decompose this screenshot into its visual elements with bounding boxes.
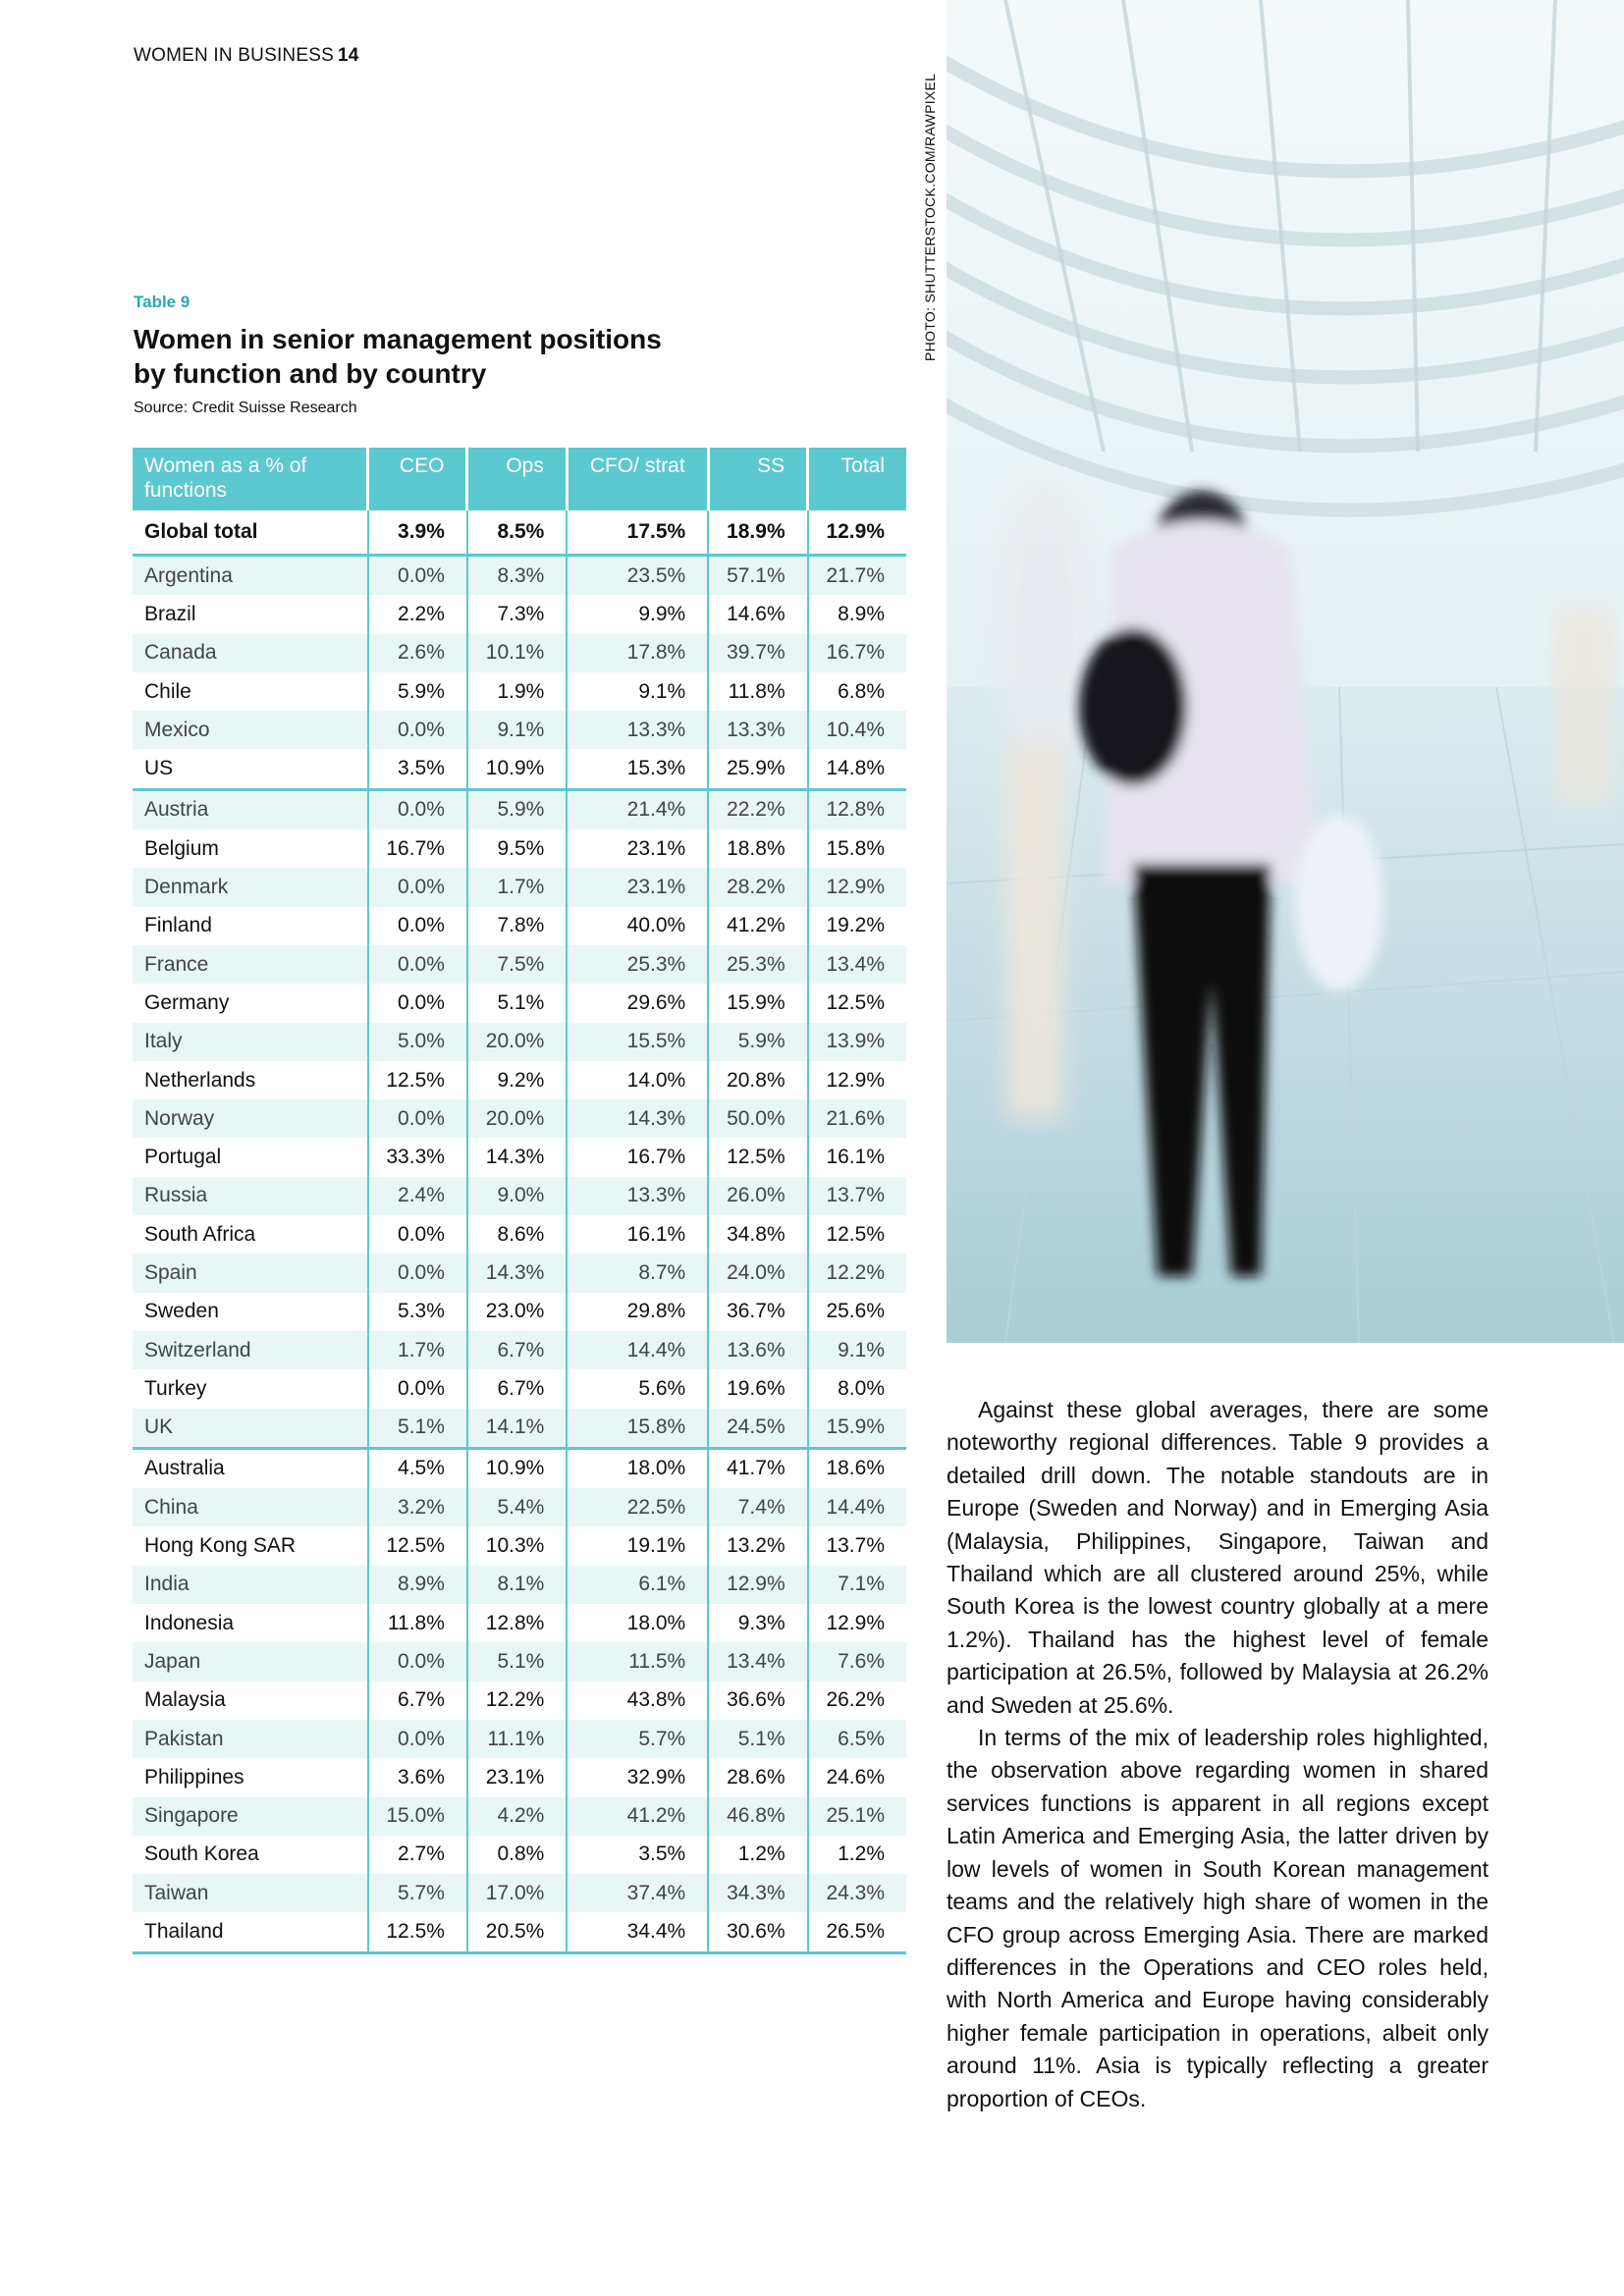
table-header-row — [133, 448, 906, 510]
header-cell: CEO — [368, 448, 467, 510]
table-cell: 16.7% — [567, 1138, 708, 1176]
table-cell: 12.5% — [808, 1215, 906, 1254]
table-cell: 16.7% — [368, 829, 467, 868]
table-row — [133, 1254, 906, 1292]
table-cell: 32.9% — [567, 1758, 708, 1796]
table-cell: 5.1% — [708, 1720, 807, 1758]
table-cell: 22.5% — [567, 1488, 708, 1526]
table-cell: 8.3% — [467, 556, 567, 596]
table-cell: 17.0% — [467, 1874, 567, 1912]
table-cell: 0.0% — [368, 1369, 467, 1408]
table-cell: 12.8% — [467, 1604, 567, 1642]
table-row — [133, 945, 906, 984]
table-cell: 9.9% — [567, 595, 708, 633]
page-number: 14 — [337, 45, 359, 66]
table-cell: 26.0% — [708, 1177, 807, 1215]
table-cell: 8.7% — [567, 1254, 708, 1292]
table-cell: 10.9% — [467, 1448, 567, 1488]
table-cell: US — [133, 749, 368, 789]
table-cell: 5.6% — [567, 1369, 708, 1408]
table-cell: 3.9% — [368, 510, 467, 556]
table-row — [133, 556, 906, 596]
table-cell: 18.9% — [708, 510, 807, 556]
table-cell: Portugal — [133, 1138, 368, 1176]
table-row — [133, 907, 906, 945]
table-cell: 12.5% — [368, 1526, 467, 1565]
table-cell: 11.8% — [368, 1604, 467, 1642]
table-cell: 21.6% — [808, 1099, 906, 1138]
table-cell: 5.9% — [368, 672, 467, 711]
table-cell: 16.1% — [567, 1215, 708, 1254]
table-cell: 13.2% — [708, 1526, 807, 1565]
table-row — [133, 672, 906, 711]
table-cell: Indonesia — [133, 1604, 368, 1642]
table-cell: 15.8% — [808, 829, 906, 868]
table-cell: 23.5% — [567, 556, 708, 596]
table-cell: 41.7% — [708, 1448, 807, 1488]
table-cell: 23.0% — [467, 1293, 567, 1331]
table-row — [133, 1023, 906, 1061]
table-cell: 12.9% — [808, 868, 906, 906]
table-cell: 9.1% — [467, 711, 567, 749]
table-cell: 13.6% — [708, 1331, 807, 1369]
table-row — [133, 1331, 906, 1369]
table-cell: 2.6% — [368, 634, 467, 672]
table-row — [133, 1526, 906, 1565]
table-cell: Sweden — [133, 1293, 368, 1331]
table-cell: 9.5% — [467, 829, 567, 868]
table-cell: 30.6% — [708, 1912, 807, 1952]
table-cell: 5.9% — [708, 1023, 807, 1061]
table-cell: 20.8% — [708, 1061, 807, 1099]
table-cell: 21.4% — [567, 789, 708, 829]
table-cell: Australia — [133, 1448, 368, 1488]
table-cell: 11.1% — [467, 1720, 567, 1758]
body-text — [947, 1394, 1489, 2115]
table-cell: 14.3% — [467, 1138, 567, 1176]
table-cell: 13.9% — [808, 1023, 906, 1061]
table-cell: 0.0% — [368, 868, 467, 906]
body-paragraph: Against these global averages, there are some noteworthy regional differences. Table 9 provides a detailed drill down. The notable standouts are in Europe (Sweden and Norway) and in Emerging Asia (Malaysia, Philippines, Singapore, Taiwan and Thailand which are all clustered around 25%, while South Korea is the lowest country globally at a mere 1.2%). Thailand has the highest level of female participation at 26.5%, followed by Malaysia at 26.2% and Sweden at 25.6%. — [947, 1397, 1489, 1718]
table-cell: UK — [133, 1409, 368, 1449]
table-cell: 37.4% — [567, 1874, 708, 1912]
data-table — [133, 448, 906, 1954]
table-cell: 2.7% — [368, 1836, 467, 1874]
table-cell: 25.6% — [808, 1293, 906, 1331]
table-row — [133, 1912, 906, 1952]
table-cell: 13.4% — [708, 1642, 807, 1681]
table-cell: 12.9% — [808, 510, 906, 556]
table-cell: 12.8% — [808, 789, 906, 829]
table-cell: 0.0% — [368, 984, 467, 1022]
table-cell: Germany — [133, 984, 368, 1022]
table-cell: Japan — [133, 1642, 368, 1681]
table-cell: 19.6% — [708, 1369, 807, 1408]
table-cell: 41.2% — [708, 907, 807, 945]
table-cell: 13.3% — [567, 1177, 708, 1215]
table-cell: 0.0% — [368, 945, 467, 984]
table-cell: 12.2% — [467, 1682, 567, 1720]
table-cell: 0.0% — [368, 1099, 467, 1138]
table-row — [133, 1138, 906, 1176]
table-cell: 11.5% — [567, 1642, 708, 1681]
page-header — [134, 45, 359, 67]
table-cell: 0.0% — [368, 1720, 467, 1758]
table-cell: 7.5% — [467, 945, 567, 984]
table-cell: 6.1% — [567, 1566, 708, 1604]
table-cell: 12.5% — [368, 1912, 467, 1952]
table-cell: 13.3% — [708, 711, 807, 749]
table-cell: 19.1% — [567, 1526, 708, 1565]
table-cell: South Korea — [133, 1836, 368, 1874]
table-cell: 41.2% — [567, 1797, 708, 1836]
table-cell: 23.1% — [467, 1758, 567, 1796]
table-cell: 25.3% — [567, 945, 708, 984]
table-cell: 1.2% — [808, 1836, 906, 1874]
table-cell: Argentina — [133, 556, 368, 596]
table-cell: Netherlands — [133, 1061, 368, 1099]
table-cell: 12.5% — [808, 984, 906, 1022]
table-cell: 26.2% — [808, 1682, 906, 1720]
table-row — [133, 711, 906, 749]
table-cell: 24.0% — [708, 1254, 807, 1292]
table-cell: 25.9% — [708, 749, 807, 789]
table-row — [133, 1642, 906, 1681]
table-cell: 7.8% — [467, 907, 567, 945]
table-cell: 8.9% — [368, 1566, 467, 1604]
table-cell: 34.8% — [708, 1215, 807, 1254]
table-row — [133, 1177, 906, 1215]
header-cell: Ops — [467, 448, 567, 510]
table-row — [133, 1797, 906, 1836]
office-photo-illustration — [947, 0, 1624, 1343]
table-cell: 3.5% — [567, 1836, 708, 1874]
table-cell: 12.9% — [808, 1061, 906, 1099]
table-cell: 25.1% — [808, 1797, 906, 1836]
table-cell: 14.4% — [808, 1488, 906, 1526]
table-cell: 15.0% — [368, 1797, 467, 1836]
table-cell: 20.0% — [467, 1023, 567, 1061]
table-cell: 46.8% — [708, 1797, 807, 1836]
table-cell: 33.3% — [368, 1138, 467, 1176]
table-cell: 9.3% — [708, 1604, 807, 1642]
table-cell: 0.0% — [368, 1642, 467, 1681]
table-cell: 5.9% — [467, 789, 567, 829]
table-cell: 25.3% — [708, 945, 807, 984]
table-cell: 5.7% — [567, 1720, 708, 1758]
table-cell: 3.6% — [368, 1758, 467, 1796]
table-cell: 2.4% — [368, 1177, 467, 1215]
table-cell: Chile — [133, 672, 368, 711]
table-source: Source: Credit Suisse Research — [134, 400, 357, 416]
table-cell: 7.1% — [808, 1566, 906, 1604]
table-cell: 10.1% — [467, 634, 567, 672]
table-row — [133, 1836, 906, 1874]
table-row — [133, 1409, 906, 1449]
table-row — [133, 1874, 906, 1912]
table-title: Women in senior management positions by function and by country — [134, 324, 662, 389]
table-cell: 29.6% — [567, 984, 708, 1022]
table-row — [133, 1215, 906, 1254]
table-cell: Finland — [133, 907, 368, 945]
table-cell: 36.6% — [708, 1682, 807, 1720]
table-cell: 36.7% — [708, 1293, 807, 1331]
table-cell: 18.0% — [567, 1448, 708, 1488]
table-cell: 4.5% — [368, 1448, 467, 1488]
table-cell: 8.0% — [808, 1369, 906, 1408]
table-cell: Denmark — [133, 868, 368, 906]
header-cell: CFO/ strat — [567, 448, 708, 510]
table-cell: 1.7% — [368, 1331, 467, 1369]
table-cell: 18.6% — [808, 1448, 906, 1488]
table-cell: 14.3% — [567, 1099, 708, 1138]
table-cell: 6.8% — [808, 672, 906, 711]
table-row — [133, 1099, 906, 1138]
table-cell: 3.5% — [368, 749, 467, 789]
table-cell: 29.8% — [567, 1293, 708, 1331]
table-row — [133, 1604, 906, 1642]
table-label: Table 9 — [134, 293, 190, 311]
table-cell: 28.2% — [708, 868, 807, 906]
table-cell: 22.2% — [708, 789, 807, 829]
header-cell: Total — [808, 448, 906, 510]
table-cell: 23.1% — [567, 829, 708, 868]
table-cell: Taiwan — [133, 1874, 368, 1912]
table-cell: 12.5% — [708, 1138, 807, 1176]
table-cell: 21.7% — [808, 556, 906, 596]
table-cell: 0.0% — [368, 1215, 467, 1254]
table-cell: 14.4% — [567, 1331, 708, 1369]
table-cell: 16.7% — [808, 634, 906, 672]
table-row — [133, 1720, 906, 1758]
table-cell: India — [133, 1566, 368, 1604]
header-cell: SS — [708, 448, 807, 510]
table-cell: 28.6% — [708, 1758, 807, 1796]
table-cell: 5.4% — [467, 1488, 567, 1526]
table-cell: 14.0% — [567, 1061, 708, 1099]
table-cell: 15.8% — [567, 1409, 708, 1449]
table-row — [133, 1448, 906, 1488]
table-cell: 12.5% — [368, 1061, 467, 1099]
table-cell: 12.9% — [808, 1604, 906, 1642]
table-cell: 14.1% — [467, 1409, 567, 1449]
table-cell: 12.2% — [808, 1254, 906, 1292]
table-cell: 13.7% — [808, 1526, 906, 1565]
table-cell: Italy — [133, 1023, 368, 1061]
table-cell: Belgium — [133, 829, 368, 868]
table-cell: 18.0% — [567, 1604, 708, 1642]
table-cell: Switzerland — [133, 1331, 368, 1369]
table-cell: 14.6% — [708, 595, 807, 633]
table-row — [133, 1682, 906, 1720]
table-cell: 39.7% — [708, 634, 807, 672]
table-cell: Norway — [133, 1099, 368, 1138]
table-cell: 13.3% — [567, 711, 708, 749]
table-cell: France — [133, 945, 368, 984]
table-cell: 5.1% — [467, 1642, 567, 1681]
table-cell: 9.2% — [467, 1061, 567, 1099]
table-cell: 15.5% — [567, 1023, 708, 1061]
table-cell: Russia — [133, 1177, 368, 1215]
table-cell: 1.9% — [467, 672, 567, 711]
table-cell: 34.3% — [708, 1874, 807, 1912]
table-cell: 20.0% — [467, 1099, 567, 1138]
table-cell: 5.1% — [467, 984, 567, 1022]
table-row — [133, 634, 906, 672]
table-row — [133, 1758, 906, 1796]
table-cell: 15.9% — [708, 984, 807, 1022]
table-cell: Brazil — [133, 595, 368, 633]
table-row — [133, 595, 906, 633]
table-cell: 7.4% — [708, 1488, 807, 1526]
table-cell: Canada — [133, 634, 368, 672]
table-cell: 3.2% — [368, 1488, 467, 1526]
table-cell: 43.8% — [567, 1682, 708, 1720]
table-cell: Hong Kong SAR — [133, 1526, 368, 1565]
table-cell: 11.8% — [708, 672, 807, 711]
table-cell: 16.1% — [808, 1138, 906, 1176]
table-cell: 34.4% — [567, 1912, 708, 1952]
global-total-row — [133, 510, 906, 556]
photo-credit-text: PHOTO: SHUTTERSTOCK.COM/RAWPIXEL — [922, 73, 938, 361]
table-row — [133, 829, 906, 868]
table-cell: 12.9% — [708, 1566, 807, 1604]
table-cell: 23.1% — [567, 868, 708, 906]
table-cell: Pakistan — [133, 1720, 368, 1758]
table-row — [133, 1566, 906, 1604]
table-cell: Austria — [133, 789, 368, 829]
header-cell: Women as a % of functions — [133, 448, 368, 510]
table-cell: 13.4% — [808, 945, 906, 984]
table-cell: 5.1% — [368, 1409, 467, 1449]
table-cell: 8.5% — [467, 510, 567, 556]
table-cell: 7.6% — [808, 1642, 906, 1681]
table-cell: 14.8% — [808, 749, 906, 789]
table-cell: 9.1% — [808, 1331, 906, 1369]
table-cell: 6.7% — [368, 1682, 467, 1720]
table-cell: 0.0% — [368, 711, 467, 749]
table-cell: 18.8% — [708, 829, 807, 868]
table-cell: 26.5% — [808, 1912, 906, 1952]
table-cell: 15.3% — [567, 749, 708, 789]
table-cell: 1.7% — [467, 868, 567, 906]
table-row — [133, 1369, 906, 1408]
table-cell: 24.3% — [808, 1874, 906, 1912]
table-cell: 2.2% — [368, 595, 467, 633]
table-cell: 57.1% — [708, 556, 807, 596]
table-cell: Thailand — [133, 1912, 368, 1952]
table-cell: Philippines — [133, 1758, 368, 1796]
table-cell: 5.7% — [368, 1874, 467, 1912]
table-cell: South Africa — [133, 1215, 368, 1254]
table-cell: Singapore — [133, 1797, 368, 1836]
table-cell: 0.0% — [368, 789, 467, 829]
table-cell: 6.7% — [467, 1369, 567, 1408]
table-cell: 9.0% — [467, 1177, 567, 1215]
table-cell: 5.0% — [368, 1023, 467, 1061]
table-cell: 10.9% — [467, 749, 567, 789]
table-cell: 50.0% — [708, 1099, 807, 1138]
table-cell: 5.3% — [368, 1293, 467, 1331]
table-cell: 0.0% — [368, 907, 467, 945]
table-cell: 10.4% — [808, 711, 906, 749]
table-cell: China — [133, 1488, 368, 1526]
table-cell: 1.2% — [708, 1836, 807, 1874]
table-cell: 0.8% — [467, 1836, 567, 1874]
table-cell: 7.3% — [467, 595, 567, 633]
table-cell: 10.3% — [467, 1526, 567, 1565]
section-title: WOMEN IN BUSINESS — [134, 45, 334, 66]
table-cell: 40.0% — [567, 907, 708, 945]
table-cell: 15.9% — [808, 1409, 906, 1449]
table-row — [133, 868, 906, 906]
table-row — [133, 789, 906, 829]
table-row — [133, 1293, 906, 1331]
table-cell: 17.8% — [567, 634, 708, 672]
table-row — [133, 984, 906, 1022]
office-photo — [947, 0, 1624, 1343]
table-cell: Malaysia — [133, 1682, 368, 1720]
table-cell: 8.1% — [467, 1566, 567, 1604]
table-cell: 24.5% — [708, 1409, 807, 1449]
table-cell: Mexico — [133, 711, 368, 749]
table-cell: 6.5% — [808, 1720, 906, 1758]
table-cell: 4.2% — [467, 1797, 567, 1836]
body-paragraph: In terms of the mix of leadership roles highlighted, the observation above regarding women in shared services functions is apparent in all regions except Latin America and Emerging Asia, the latter driven by low levels of women in South Korean management teams and the relatively high share of women in the CFO group across Emerging Asia. There are marked differences in the Operations and CEO roles held, with North America and Europe having considerably higher female participation in operations, albeit only around 11%. Asia is typically reflecting a greater proportion of CEOs. — [947, 1725, 1489, 2111]
table-cell: 9.1% — [567, 672, 708, 711]
table-cell: 6.7% — [467, 1331, 567, 1369]
table-row — [133, 1488, 906, 1526]
table-cell: 17.5% — [567, 510, 708, 556]
table-cell: 14.3% — [467, 1254, 567, 1292]
table-cell: 8.6% — [467, 1215, 567, 1254]
table-cell: Turkey — [133, 1369, 368, 1408]
table-cell: Spain — [133, 1254, 368, 1292]
table-cell: 8.9% — [808, 595, 906, 633]
table-cell: Global total — [133, 510, 368, 556]
photo-credit — [916, 73, 949, 363]
table-cell: 19.2% — [808, 907, 906, 945]
table-cell: 0.0% — [368, 1254, 467, 1292]
table-cell: 20.5% — [467, 1912, 567, 1952]
table-cell: 13.7% — [808, 1177, 906, 1215]
table-cell: 24.6% — [808, 1758, 906, 1796]
table-cell: 0.0% — [368, 556, 467, 596]
table-row — [133, 1061, 906, 1099]
table-row — [133, 749, 906, 789]
